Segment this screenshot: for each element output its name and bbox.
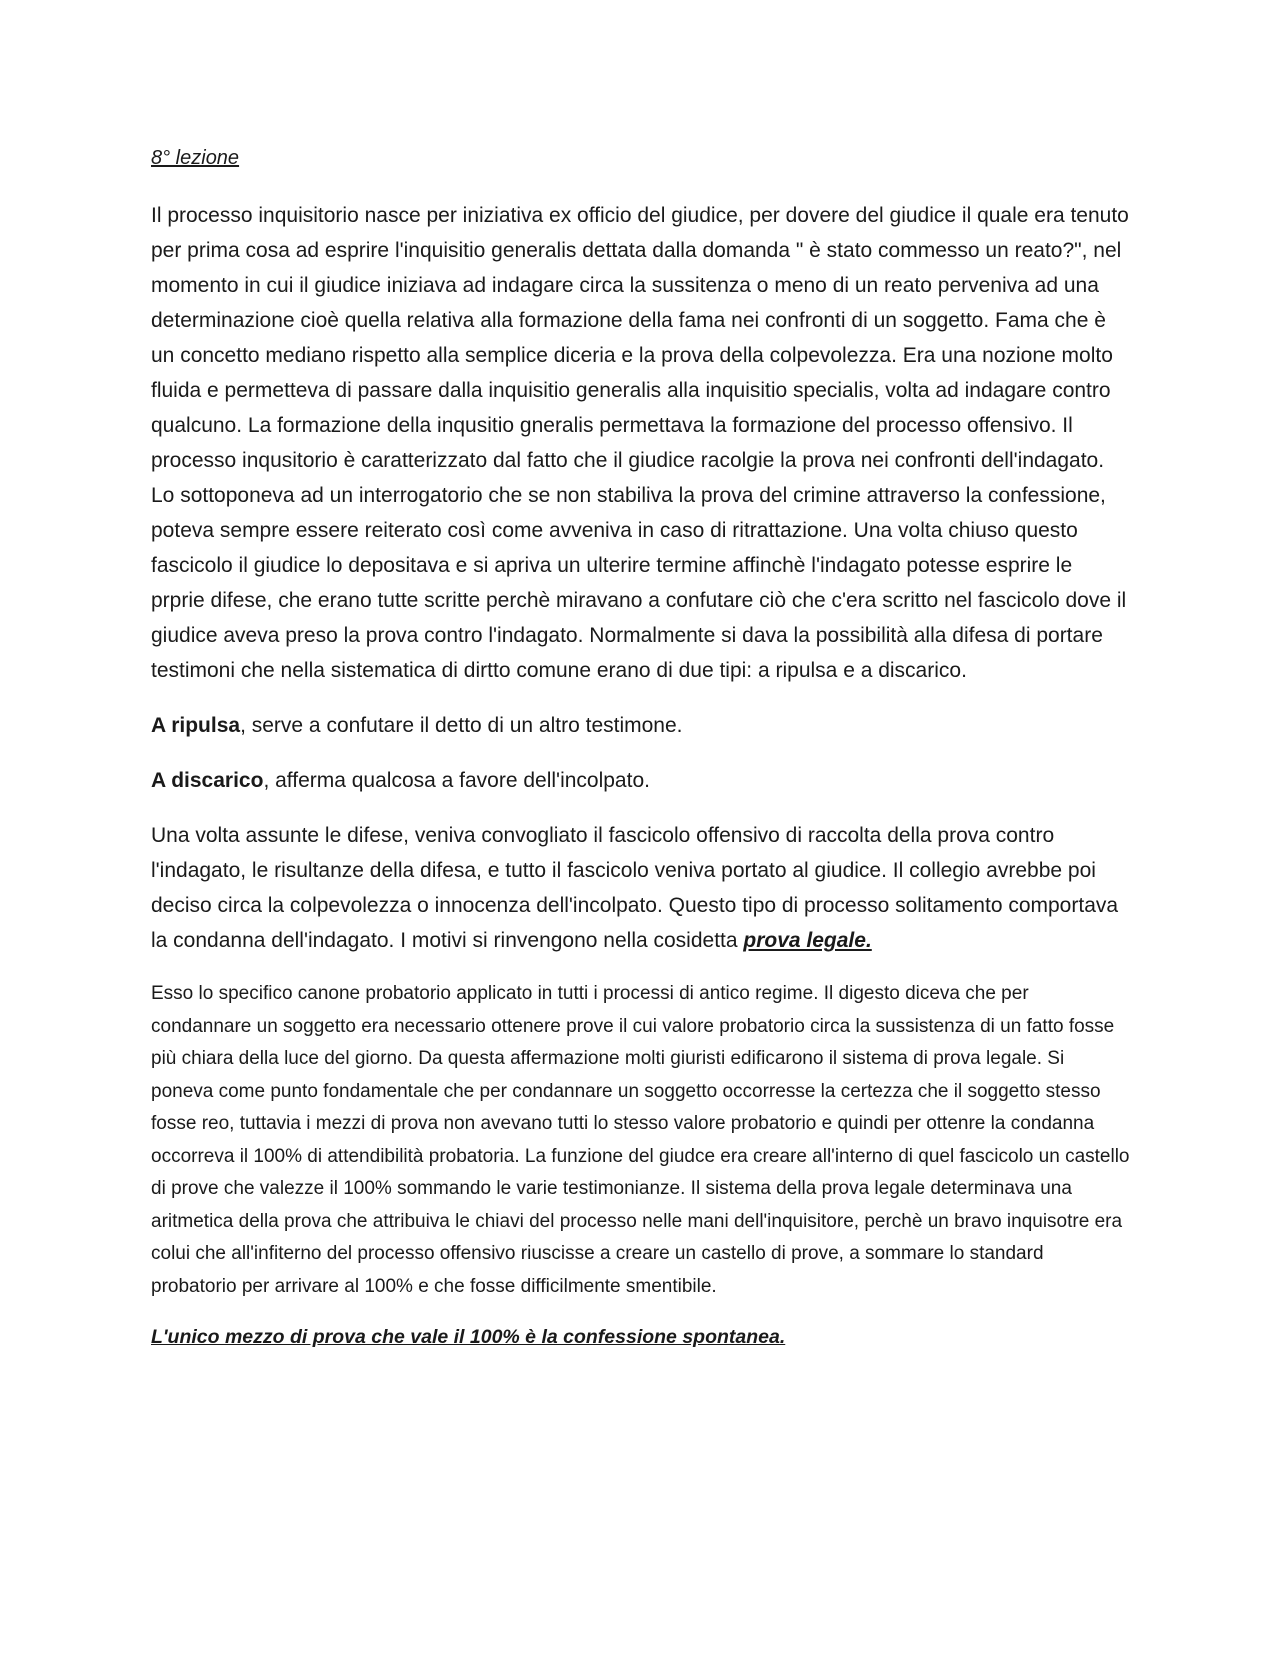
lesson-heading: 8° lezione [151, 147, 240, 169]
paragraph-inquisitorial-process: Il processo inquisitorio nasce per iniziativa ex officio del giudice, per dovere del giudice il quale era tenuto per prima cosa ad esprire l'inquisitio generalis dettata dalla domanda " è stato commesso un reato?", nel momento in cui il giudice iniziava ad indagare circa la sussitenza o meno di un reato perveniva ad una determinazione cioè quella relativa alla formazione della fama nei confronti di un soggetto. Fama che è un concetto mediano rispetto alla semplice diceria e la prova della colpevolezza. Era una nozione molto fluida e permetteva di passare dalla inquisitio generalis alla inquisitio specialis, volta ad indagare contro qualcuno. La formazione della inqusitio gneralis permettava la formazione del processo offensivo. Il processo inqusitorio è caratterizzato dal fatto che il giudice racolgie la prova nei confronti dell'indagato. Lo sottoponeva ad un interrogatorio che se non stabiliva la prova del crimine attraverso la confessione, poteva sempre essere reiterato così come avveniva in caso di ritrattazione. Una volta chiuso questo fascicolo il giudice lo depositava e si apriva un ulterire termine affinchè l'indagato potesse esprire le prprie difese, che erano tutte scritte perchè miravano a confutare ciò che c'era scritto nel fascicolo dove il giudice aveva preso la prova contro l'indagato. Normalmente si dava la possibilità alla difesa di portare testimoni che nella sistematica di dirtto comune erano di due tipi: a ripulsa e a discarico. [151, 204, 1129, 682]
definition-discarico [151, 763, 1131, 798]
prova-legale-emphasis: prova legale. [743, 929, 872, 952]
definition-discarico-text: , afferma qualcosa a favore dell'incolpato. [263, 769, 650, 792]
paragraph-defense-text: Una volta assunte le difese, veniva convogliato il fascicolo offensivo di raccolta della prova contro l'indagato, le risultanze della difesa, e tutto il fascicolo veniva portato al giudice. Il collegio avrebbe poi deciso circa la colpevolezza o innocenza dell'incolpato. Questo tipo di processo solitamento comportava la condanna dell'indagato. I motivi si rinvengono nella cosidetta [151, 824, 1119, 952]
paragraph-defense-collection [151, 818, 1131, 958]
document-page [151, 146, 1131, 1351]
paragraph-legal-proof: Esso lo specifico canone probatorio applicato in tutti i processi di antico regime. Il digesto diceva che per condannare un soggetto era necessario ottenere prove il cui valore probatorio circa la sussistenza di un fatto fosse più chiara della luce del giorno. Da questa affermazione molti giuristi edificarono il sistema di prova legale. Si poneva come punto fondamentale che per condannare un soggetto occorresse la certezza che il soggetto stesso fosse reo, tuttavia i mezzi di prova non avevano tutti lo stesso valore probatorio e quindi per ottenre la condanna occorreva il 100% di attendibilità probatoria. La funzione del giudce era creare all'interno di quel fascicolo un castello di prove che valezze il 100% sommando le varie testimonianze. Il sistema della prova legale determinava una aritmetica della prova che attribuiva le chiavi del processo nelle mani dell'inquisitore, perchè un bravo inquisotre era colui che all'infiterno del processo offensivo riuscisse a creare un castello di prove, a sommare lo standard probatorio per arrivare al 100% e che fosse difficilmente smentibile. [151, 983, 1130, 1297]
final-statement: L'unico mezzo di prova che vale il 100% è la confessione spontanea. [151, 1326, 786, 1348]
definition-ripulsa-text: , serve a confutare il detto di un altro testimone. [240, 714, 683, 737]
term-ripulsa: A ripulsa [151, 714, 241, 737]
definition-ripulsa [151, 708, 1131, 743]
term-discarico: A discarico [151, 769, 264, 792]
